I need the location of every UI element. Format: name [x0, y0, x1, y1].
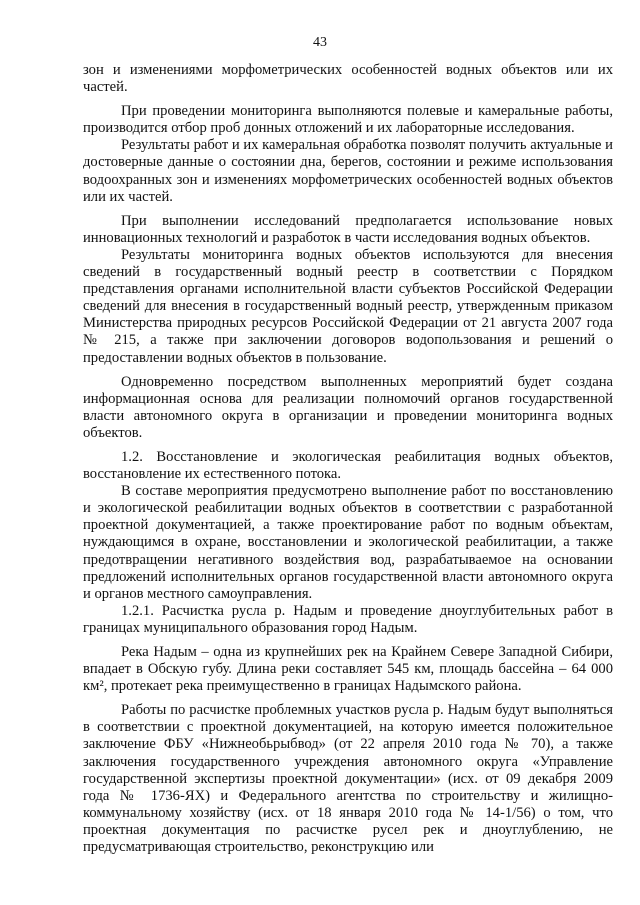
page-number: 43	[313, 35, 327, 50]
paragraph-monitoring-works: При проведении мониторинга выполняются полевые и камеральные работы, производится отбор проб донных отложений и их лабораторные исследования.	[83, 103, 613, 137]
document-body	[83, 62, 613, 856]
paragraph-restoration-measures: В составе мероприятия предусмотрено выполнение работ по восстановлению и экологической реабилитации водных объектов в соответствии с разработанной проектной документацией, а также проектирование работ по водным объектам, нуждающимся в охране, восстановлении и экологической реабилитации, а также предотвращении негативного воздействия вод, разрабатываемое на основании предложений исполнительных органов государственной власти автономного округа и органов местного самоуправления.	[83, 483, 613, 602]
paragraph-continuation: зон и изменениями морфометрических особенностей водных объектов или их частей.	[83, 62, 613, 96]
section-heading-1-2-1: 1.2.1. Расчистка русла р. Надым и проведение дноуглубительных работ в границах муниципального образования город Надым.	[83, 602, 613, 636]
paragraph-nadym-river: Река Надым – одна из крупнейших рек на Крайнем Севере Западной Сибири, впадает в Обскую губу. Длина реки составляет 545 км, площадь бассейна – 64 000 км², протекает река преимущественно в границах Надымского района.	[83, 644, 613, 695]
section-heading-1-2: 1.2. Восстановление и экологическая реабилитация водных объектов, восстановление их естественного потока.	[83, 448, 613, 483]
paragraph-innovative-technologies: При выполнении исследований предполагается использование новых инновационных технологий и разработок в части исследования водных объектов.	[83, 212, 613, 246]
paragraph-monitoring-results: Результаты работ и их камеральная обработка позволят получить актуальные и достоверные данные о состоянии дна, берегов, состоянии и режиме использования водоохранных зон и изменениях морфометрических особенностей водных объектов или их частей.	[83, 137, 613, 205]
paragraph-information-base: Одновременно посредством выполненных мероприятий будет создана информационная основа для реализации полномочий органов государственной власти автономного округа в организации и проведении мониторинга водных объектов.	[83, 373, 613, 441]
paragraph-water-register: Результаты мониторинга водных объектов используются для внесения сведений в государственный водный реестр в соответствии с Порядком представления органами исполнительной власти субъектов Российской Федерации сведений для внесения в государственный водный реестр, утвержденным приказом Министерства природных ресурсов Российской Федерации от 21 августа 2007 года № 215, а также при заключении договоров водопользования и решений о предоставлении водных объектов в пользование.	[83, 246, 613, 366]
paragraph-clearing-works: Работы по расчистке проблемных участков русла р. Надым будут выполняться в соответствии с проектной документацией, на которую имеется положительное заключение ФБУ «Нижнеобьрыбвод» (от 22 апреля 2010 года № 70), а также заключения государственного учреждения автономного округа «Управление государственной экспертизы проектной документации» (исх. от 09 декабря 2009 года № 1736-ЯХ) и Федерального агентства по строительству и жилищно-коммунальному хозяйству (исх. от 18 января 2010 года № 14-1/56) о том, что проектная документация по расчистке русел рек и дноуглублению, не предусматривающая строительство, реконструкцию или	[83, 702, 613, 856]
